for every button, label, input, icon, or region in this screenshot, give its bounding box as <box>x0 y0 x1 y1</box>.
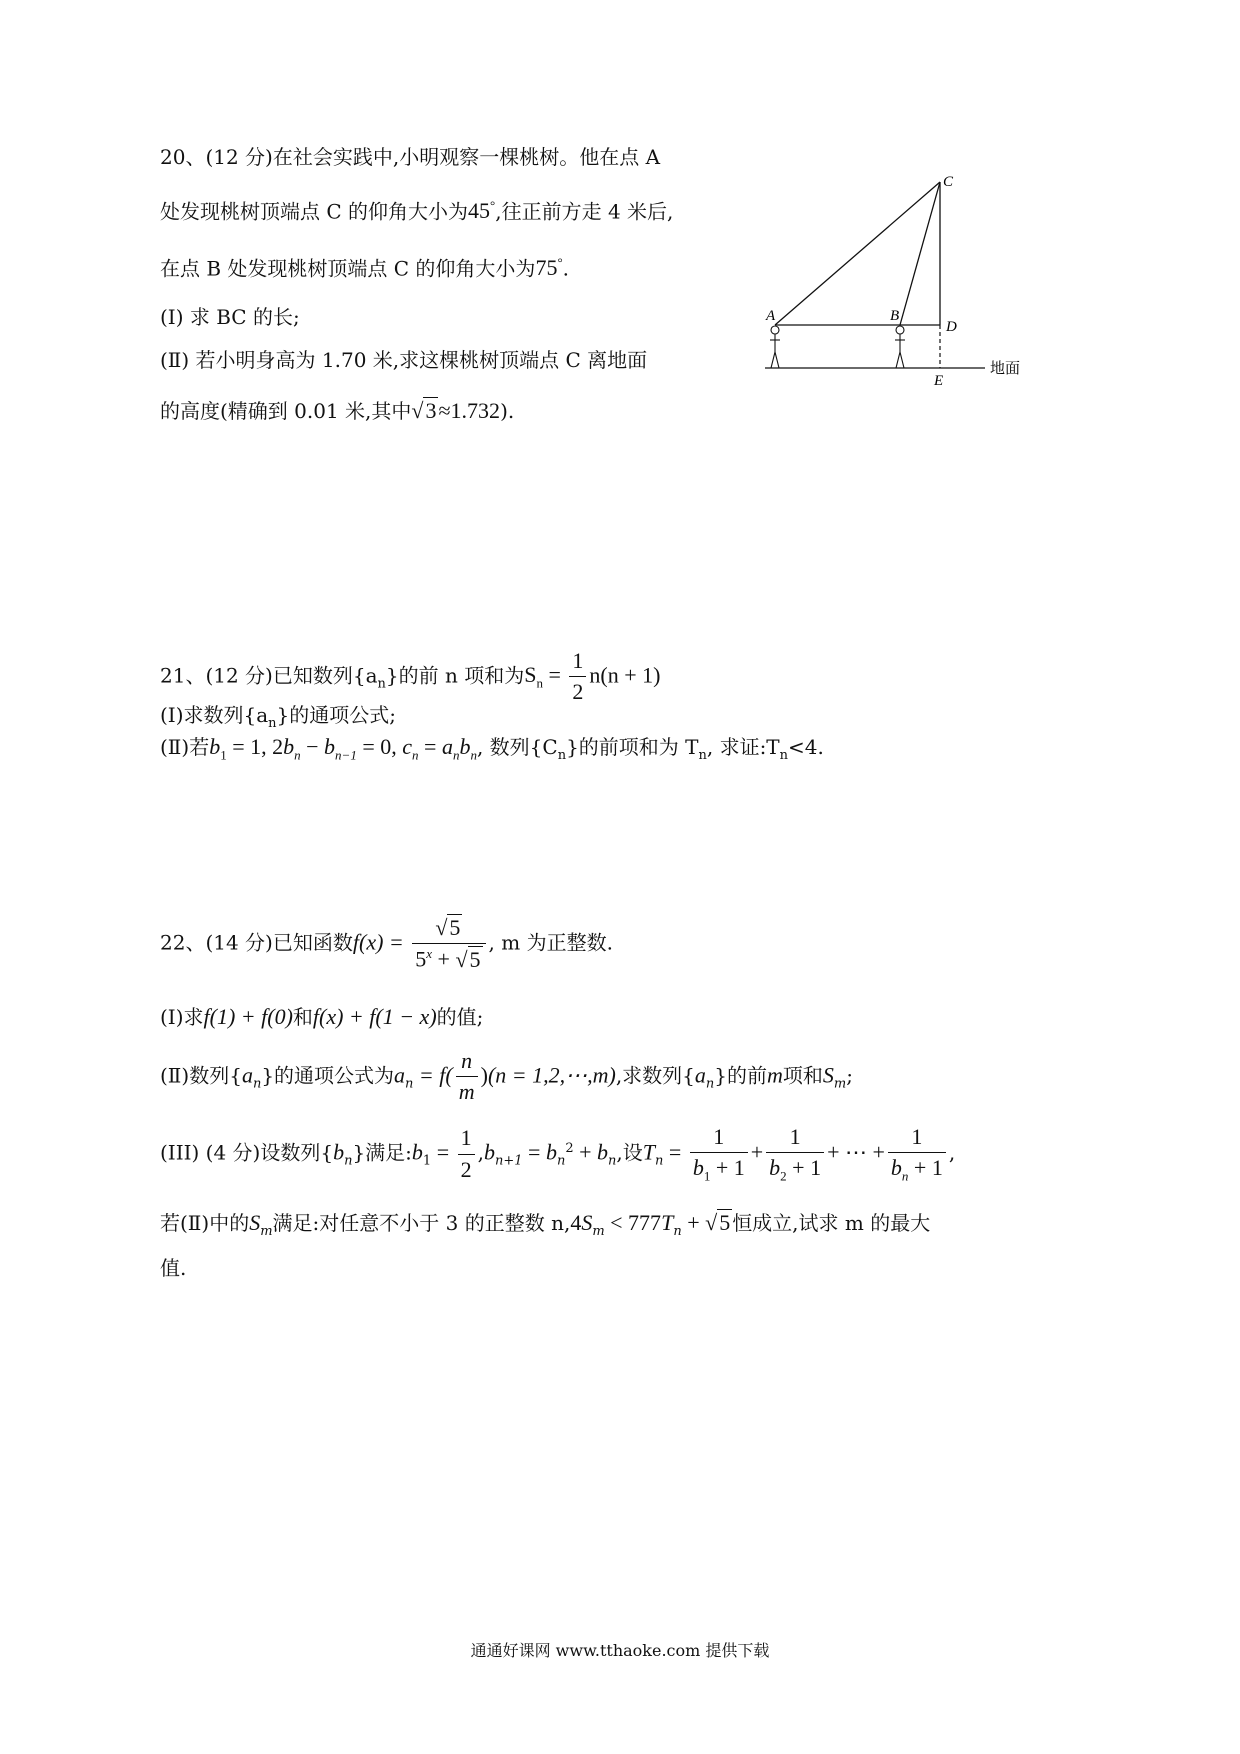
frac-t1: $\frac{1}{b_1 + 1}$ <box>690 1124 748 1184</box>
ground-label: 地面 <box>990 359 1021 377</box>
q20-part2: (Ⅱ) 若小明身高为 1.70 米,求这棵桃树顶端点 C 离地面 <box>160 348 648 372</box>
q21-part1: (Ⅰ)求数列$\{a_n\}$的通项公式; <box>160 703 396 731</box>
q21-part2: (Ⅱ)若$b_1 = 1$, $2b_n - b_{n-1} = 0$, $c_n = a_nb_n$, 数列$\{C_n\}$的前项和为 $T_n$, 求证$:T_n<4$. <box>160 734 824 763</box>
frac-n-over-m: $\frac{n}{m}$ <box>456 1048 478 1106</box>
label-a: A <box>766 308 776 324</box>
q20-part1: (Ⅰ) 求 BC 的长; <box>160 305 300 329</box>
person-a-icon <box>770 326 780 368</box>
recurrence-expr: $b_1 = 1$, $2b_n - b_{n-1} = 0$, $c_n = a_nb_n$ <box>209 734 477 763</box>
label-c: C <box>943 174 954 190</box>
geometry-figure <box>740 170 1040 400</box>
q20-line3: 在点 B 处发现桃树顶端点 C 的仰角大小为75°. <box>160 255 569 281</box>
q22-condition-end: 值. <box>160 1256 187 1280</box>
sqrt3-approx: √3≈1.732 <box>411 398 501 423</box>
segment-ac <box>775 182 940 325</box>
q22-part3: (III) (4 分)设数列$\{b_n\}$满足$:b_1$ = $\frac{1}{2}$ $,b_{n+1} = b_n^2 + b_n$,设$T_n$ = $\frac{1}{b_1 + 1}$ + $\frac{1}{b_2 + 1}$ + ⋯ + $\frac{1}{b_n + 1}$ , <box>160 1124 956 1184</box>
frac-one-half: $\frac{1}{2}$ <box>569 648 586 706</box>
q22-condition: 若(Ⅱ)中的$S_m$满足:对任意不小于 3 的正整数 $n,4S_m < 777T_n + √5$ 恒成立,试求 m 的最大 <box>160 1210 931 1239</box>
person-b-icon <box>895 326 905 368</box>
q22-part1: (Ⅰ)求f(1) + f(0)和f(x) + f(1 − x)的值; <box>160 1004 484 1029</box>
frac-b1-half: $\frac{1}{2}$ <box>458 1125 475 1183</box>
frac-t2: $\frac{1}{b_2 + 1}$ <box>766 1124 824 1184</box>
angle-75: 75° <box>535 255 563 281</box>
q22-part2: (Ⅱ)数列$\{a_n\}$的通项公式为$a_n = f$( $\frac{n}{m}$ )(n = 1,2,⋯,m),求数列$\{a_n\}$的前m项和$S_m$; <box>160 1048 853 1105</box>
q20-line2: 处发现桃树顶端点 C 的仰角大小为45°,往正前方走 4 米后, <box>160 198 674 224</box>
q20-line6: 的高度(精确到 0.01 米,其中√3≈1.732). <box>160 398 515 423</box>
q20-line1: 20、(12 分)在社会实践中,小明观察一棵桃树。他在点 A <box>160 145 661 169</box>
frac-tn: $\frac{1}{b_n + 1}$ <box>888 1124 946 1184</box>
q21-line1: 21、(12 分)已知数列$\{a_n\}$的前 n 项和为$S_n$ = $\frac{1}{2}$ n(n + 1) <box>160 648 661 705</box>
angle-45: 45° <box>468 198 496 224</box>
segment-bc <box>900 182 940 325</box>
label-e: E <box>934 373 944 389</box>
footer: 通通好课网 www.tthaoke.com 提供下载 <box>470 1641 770 1660</box>
q22-line1: 22、(14 分)已知函数f(x) = $\frac{√5}{5^x + √5}$ , m 为正整数. <box>160 915 613 972</box>
label-d: D <box>946 319 957 335</box>
frac-function: $\frac{√5}{5^x + √5}$ <box>412 915 485 973</box>
label-b: B <box>890 308 900 324</box>
